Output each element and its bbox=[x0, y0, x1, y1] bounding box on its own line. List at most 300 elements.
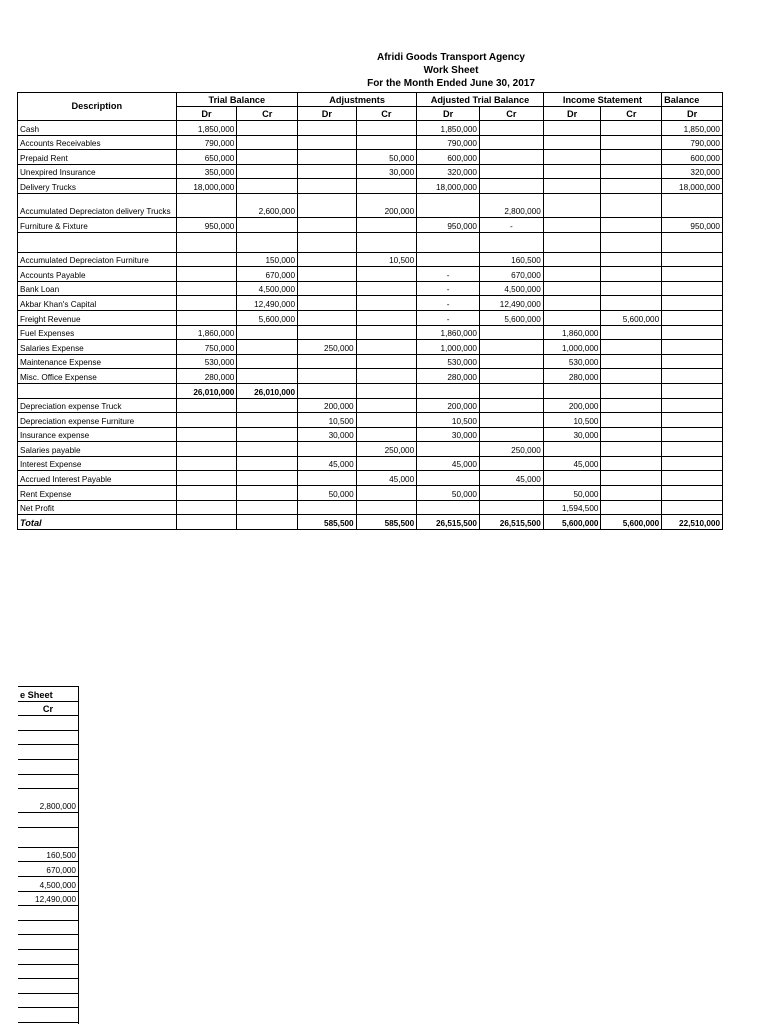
amount-cell bbox=[543, 232, 601, 252]
table-row bbox=[18, 369, 723, 384]
amount-cell: - bbox=[479, 217, 543, 232]
amount-cell bbox=[601, 232, 662, 252]
amount-cell bbox=[176, 500, 237, 515]
amount-cell bbox=[601, 486, 662, 501]
amount-cell bbox=[601, 340, 662, 355]
account-name: Total bbox=[18, 515, 177, 530]
account-name: Accumulated Depreciaton Furniture bbox=[18, 252, 177, 267]
amount-cell: 200,000 bbox=[298, 398, 357, 413]
amount-cell bbox=[601, 252, 662, 267]
amount-cell bbox=[543, 267, 601, 282]
amount-cell bbox=[662, 442, 723, 457]
table-row bbox=[18, 398, 723, 413]
amount-cell bbox=[356, 413, 417, 428]
amount-cell bbox=[417, 500, 480, 515]
amount-cell: 10,500 bbox=[417, 413, 480, 428]
table-row bbox=[18, 964, 79, 979]
sub-header: Cr bbox=[601, 107, 662, 121]
amount-cell bbox=[479, 500, 543, 515]
table-row bbox=[18, 993, 79, 1008]
account-name: Net Profit bbox=[18, 500, 177, 515]
amount-cell: 1,860,000 bbox=[543, 325, 601, 340]
amount-cell bbox=[662, 471, 723, 486]
amount-cell bbox=[662, 500, 723, 515]
account-name: Misc. Office Expense bbox=[18, 369, 177, 384]
amount-cell bbox=[479, 135, 543, 150]
amount-cell: 18,000,000 bbox=[417, 179, 480, 194]
amount-cell bbox=[356, 456, 417, 471]
amount-cell bbox=[662, 413, 723, 428]
amount-cell bbox=[601, 398, 662, 413]
amount-cell bbox=[662, 296, 723, 311]
amount-cell bbox=[417, 383, 480, 398]
amount-cell bbox=[237, 500, 298, 515]
amount-cell bbox=[18, 964, 79, 979]
amount-cell: 18,000,000 bbox=[176, 179, 237, 194]
table-row bbox=[18, 121, 723, 136]
amount-cell: 200,000 bbox=[543, 398, 601, 413]
account-name: Maintenance Expense bbox=[18, 354, 177, 369]
amount-cell bbox=[237, 515, 298, 530]
sub-header: Dr bbox=[662, 107, 723, 121]
amount-cell bbox=[176, 310, 237, 325]
table-row bbox=[18, 427, 723, 442]
amount-cell bbox=[298, 164, 357, 179]
amount-cell bbox=[298, 193, 357, 217]
amount-cell bbox=[601, 193, 662, 217]
amount-cell bbox=[543, 310, 601, 325]
amount-cell bbox=[356, 383, 417, 398]
amount-cell: 45,000 bbox=[356, 471, 417, 486]
amount-cell bbox=[237, 442, 298, 457]
amount-cell: 250,000 bbox=[356, 442, 417, 457]
amount-cell: 585,500 bbox=[298, 515, 357, 530]
table-row bbox=[18, 325, 723, 340]
table-row bbox=[18, 847, 79, 862]
amount-cell bbox=[356, 135, 417, 150]
amount-cell bbox=[298, 267, 357, 282]
amount-cell: 50,000 bbox=[298, 486, 357, 501]
table-row bbox=[18, 759, 79, 774]
sub-header: Dr bbox=[543, 107, 601, 121]
group-header: Trial Balance bbox=[176, 93, 297, 107]
amount-cell bbox=[479, 179, 543, 194]
account-name: Rent Expense bbox=[18, 486, 177, 501]
amount-cell bbox=[479, 325, 543, 340]
amount-cell: 5,600,000 bbox=[479, 310, 543, 325]
table-row bbox=[18, 774, 79, 789]
amount-cell: 1,860,000 bbox=[176, 325, 237, 340]
table-row bbox=[18, 354, 723, 369]
amount-cell bbox=[356, 486, 417, 501]
table-row bbox=[18, 413, 723, 428]
amount-cell bbox=[176, 193, 237, 217]
table-row bbox=[18, 745, 79, 760]
period-title: For the Month Ended June 30, 2017 bbox=[367, 78, 535, 89]
amount-cell bbox=[479, 427, 543, 442]
amount-cell: - bbox=[417, 267, 480, 282]
amount-cell bbox=[662, 354, 723, 369]
amount-cell: 600,000 bbox=[417, 150, 480, 165]
amount-cell bbox=[237, 471, 298, 486]
amount-cell: 50,000 bbox=[417, 486, 480, 501]
amount-cell bbox=[662, 369, 723, 384]
balance-sheet-fragment-table bbox=[18, 686, 79, 1024]
amount-cell: 12,490,000 bbox=[18, 891, 79, 906]
group-header: Adjustments bbox=[298, 93, 417, 107]
amount-cell bbox=[601, 179, 662, 194]
amount-cell bbox=[601, 217, 662, 232]
amount-cell: - bbox=[417, 296, 480, 311]
amount-cell bbox=[543, 252, 601, 267]
account-name: Unexpired Insurance bbox=[18, 164, 177, 179]
worksheet-area bbox=[0, 0, 723, 540]
amount-cell bbox=[176, 398, 237, 413]
amount-cell bbox=[662, 252, 723, 267]
amount-cell bbox=[237, 232, 298, 252]
amount-cell: 250,000 bbox=[298, 340, 357, 355]
sub-header: Cr bbox=[479, 107, 543, 121]
amount-cell bbox=[662, 383, 723, 398]
amount-cell: 26,010,000 bbox=[237, 383, 298, 398]
amount-cell bbox=[176, 471, 237, 486]
account-name: Insurance expense bbox=[18, 427, 177, 442]
amount-cell bbox=[601, 296, 662, 311]
table-row bbox=[18, 789, 79, 813]
amount-cell bbox=[417, 193, 480, 217]
table-row bbox=[18, 515, 723, 530]
group-header: Adjusted Trial Balance bbox=[417, 93, 544, 107]
account-name: Depreciation expense Truck bbox=[18, 398, 177, 413]
amount-cell bbox=[298, 296, 357, 311]
table-row bbox=[18, 340, 723, 355]
amount-cell bbox=[356, 310, 417, 325]
table-row bbox=[18, 150, 723, 165]
amount-cell bbox=[298, 369, 357, 384]
amount-cell: 30,000 bbox=[543, 427, 601, 442]
table-row bbox=[18, 862, 79, 877]
amount-cell bbox=[298, 281, 357, 296]
amount-cell: 160,500 bbox=[18, 847, 79, 862]
amount-cell: 18,000,000 bbox=[662, 179, 723, 194]
amount-cell bbox=[18, 759, 79, 774]
amount-cell bbox=[601, 135, 662, 150]
account-name: Furniture & Fixture bbox=[18, 217, 177, 232]
amount-cell: 670,000 bbox=[237, 267, 298, 282]
amount-cell: 530,000 bbox=[417, 354, 480, 369]
amount-cell: 350,000 bbox=[176, 164, 237, 179]
amount-cell bbox=[298, 354, 357, 369]
amount-cell: 30,000 bbox=[417, 427, 480, 442]
amount-cell bbox=[543, 442, 601, 457]
group-header-row bbox=[18, 93, 723, 107]
amount-cell: 12,490,000 bbox=[479, 296, 543, 311]
amount-cell bbox=[237, 340, 298, 355]
account-name: Depreciation expense Furniture bbox=[18, 413, 177, 428]
account-name: Prepaid Rent bbox=[18, 150, 177, 165]
amount-cell bbox=[298, 135, 357, 150]
amount-cell bbox=[601, 500, 662, 515]
amount-cell bbox=[479, 486, 543, 501]
amount-cell bbox=[176, 413, 237, 428]
amount-cell bbox=[543, 121, 601, 136]
account-name: Salaries Expense bbox=[18, 340, 177, 355]
amount-cell: 320,000 bbox=[417, 164, 480, 179]
amount-cell bbox=[237, 135, 298, 150]
amount-cell bbox=[237, 398, 298, 413]
amount-cell bbox=[479, 164, 543, 179]
amount-cell: 10,500 bbox=[543, 413, 601, 428]
amount-cell bbox=[479, 413, 543, 428]
amount-cell: 50,000 bbox=[356, 150, 417, 165]
amount-cell bbox=[237, 179, 298, 194]
account-name: Fuel Expenses bbox=[18, 325, 177, 340]
amount-cell bbox=[356, 217, 417, 232]
company-name: Afridi Goods Transport Agency bbox=[377, 52, 525, 63]
amount-cell bbox=[479, 340, 543, 355]
amount-cell bbox=[662, 456, 723, 471]
amount-cell bbox=[601, 164, 662, 179]
amount-cell bbox=[662, 310, 723, 325]
amount-cell bbox=[417, 442, 480, 457]
amount-cell: - bbox=[417, 310, 480, 325]
amount-cell bbox=[662, 267, 723, 282]
amount-cell: 250,000 bbox=[479, 442, 543, 457]
amount-cell bbox=[18, 949, 79, 964]
amount-cell bbox=[176, 232, 237, 252]
amount-cell bbox=[356, 267, 417, 282]
amount-cell bbox=[237, 164, 298, 179]
amount-cell bbox=[601, 267, 662, 282]
amount-cell bbox=[601, 442, 662, 457]
amount-cell: 790,000 bbox=[176, 135, 237, 150]
amount-cell bbox=[298, 121, 357, 136]
amount-cell: 280,000 bbox=[176, 369, 237, 384]
table-row bbox=[18, 716, 79, 731]
amount-cell bbox=[543, 164, 601, 179]
amount-cell: 12,490,000 bbox=[237, 296, 298, 311]
amount-cell bbox=[662, 193, 723, 217]
amount-cell bbox=[237, 427, 298, 442]
amount-cell bbox=[356, 281, 417, 296]
amount-cell bbox=[662, 398, 723, 413]
amount-cell: 670,000 bbox=[18, 862, 79, 877]
amount-cell bbox=[543, 135, 601, 150]
account-name bbox=[18, 383, 177, 398]
amount-cell bbox=[601, 150, 662, 165]
amount-cell: 200,000 bbox=[356, 193, 417, 217]
amount-cell bbox=[479, 456, 543, 471]
worksheet-table bbox=[17, 92, 723, 530]
amount-cell bbox=[18, 993, 79, 1008]
table-row bbox=[18, 876, 79, 891]
amount-cell: - bbox=[417, 281, 480, 296]
table-row bbox=[18, 935, 79, 950]
account-name: Interest Expense bbox=[18, 456, 177, 471]
amount-cell bbox=[543, 179, 601, 194]
amount-cell bbox=[417, 232, 480, 252]
table-row bbox=[18, 471, 723, 486]
amount-cell bbox=[662, 427, 723, 442]
table-row bbox=[18, 486, 723, 501]
account-name: Accounts Payable bbox=[18, 267, 177, 282]
table-row bbox=[18, 281, 723, 296]
amount-cell bbox=[356, 296, 417, 311]
table-row bbox=[18, 267, 723, 282]
amount-cell: 45,000 bbox=[298, 456, 357, 471]
amount-cell bbox=[18, 920, 79, 935]
account-name: Bank Loan bbox=[18, 281, 177, 296]
table-row bbox=[18, 232, 723, 252]
amount-cell bbox=[18, 774, 79, 789]
amount-cell: 30,000 bbox=[298, 427, 357, 442]
amount-cell: 26,010,000 bbox=[176, 383, 237, 398]
amount-cell: 45,000 bbox=[479, 471, 543, 486]
amount-cell bbox=[356, 121, 417, 136]
amount-cell bbox=[356, 340, 417, 355]
description-header: Description bbox=[18, 93, 177, 121]
table-row bbox=[18, 442, 723, 457]
amount-cell bbox=[543, 217, 601, 232]
amount-cell bbox=[356, 369, 417, 384]
amount-cell bbox=[176, 442, 237, 457]
amount-cell bbox=[601, 456, 662, 471]
amount-cell: 670,000 bbox=[479, 267, 543, 282]
amount-cell: 2,600,000 bbox=[237, 193, 298, 217]
fragment-heading: e Sheet bbox=[18, 687, 79, 702]
sub-header: Dr bbox=[176, 107, 237, 121]
amount-cell bbox=[237, 369, 298, 384]
group-header: Balance bbox=[662, 93, 723, 107]
amount-cell: 2,800,000 bbox=[18, 789, 79, 813]
amount-cell: 200,000 bbox=[417, 398, 480, 413]
sub-header: Cr bbox=[237, 107, 298, 121]
sub-header: Dr bbox=[417, 107, 480, 121]
account-name: Akbar Khan's Capital bbox=[18, 296, 177, 311]
amount-cell: 10,500 bbox=[356, 252, 417, 267]
amount-cell: 4,500,000 bbox=[479, 281, 543, 296]
amount-cell bbox=[601, 427, 662, 442]
amount-cell: 280,000 bbox=[417, 369, 480, 384]
account-name bbox=[18, 232, 177, 252]
amount-cell bbox=[356, 179, 417, 194]
amount-cell bbox=[543, 296, 601, 311]
amount-cell bbox=[601, 369, 662, 384]
amount-cell bbox=[479, 121, 543, 136]
amount-cell bbox=[543, 150, 601, 165]
account-name: Freight Revenue bbox=[18, 310, 177, 325]
table-row bbox=[18, 296, 723, 311]
amount-cell bbox=[662, 340, 723, 355]
amount-cell bbox=[543, 281, 601, 296]
amount-cell bbox=[18, 813, 79, 828]
amount-cell bbox=[601, 383, 662, 398]
amount-cell bbox=[298, 179, 357, 194]
amount-cell bbox=[356, 398, 417, 413]
amount-cell: 530,000 bbox=[176, 354, 237, 369]
amount-cell bbox=[298, 325, 357, 340]
amount-cell bbox=[176, 281, 237, 296]
amount-cell bbox=[298, 150, 357, 165]
amount-cell bbox=[479, 369, 543, 384]
amount-cell: 1,000,000 bbox=[417, 340, 480, 355]
table-row bbox=[18, 456, 723, 471]
amount-cell: 320,000 bbox=[662, 164, 723, 179]
amount-cell bbox=[356, 427, 417, 442]
amount-cell bbox=[601, 281, 662, 296]
amount-cell bbox=[237, 325, 298, 340]
table-row bbox=[18, 1008, 79, 1023]
amount-cell bbox=[356, 232, 417, 252]
amount-cell: 2,800,000 bbox=[479, 193, 543, 217]
amount-cell bbox=[601, 471, 662, 486]
amount-cell bbox=[543, 383, 601, 398]
amount-cell: 1,000,000 bbox=[543, 340, 601, 355]
amount-cell bbox=[18, 1008, 79, 1023]
amount-cell: 5,600,000 bbox=[601, 310, 662, 325]
amount-cell: 950,000 bbox=[662, 217, 723, 232]
amount-cell bbox=[176, 252, 237, 267]
sub-header: Dr bbox=[298, 107, 357, 121]
amount-cell bbox=[237, 150, 298, 165]
amount-cell: 45,000 bbox=[417, 456, 480, 471]
amount-cell bbox=[237, 486, 298, 501]
amount-cell bbox=[662, 281, 723, 296]
amount-cell bbox=[18, 906, 79, 921]
amount-cell bbox=[298, 500, 357, 515]
amount-cell bbox=[18, 716, 79, 731]
table-row bbox=[18, 949, 79, 964]
amount-cell bbox=[237, 354, 298, 369]
amount-cell: 22,510,000 bbox=[662, 515, 723, 530]
amount-cell: 30,000 bbox=[356, 164, 417, 179]
amount-cell: 1,850,000 bbox=[662, 121, 723, 136]
amount-cell bbox=[18, 979, 79, 994]
amount-cell bbox=[18, 730, 79, 745]
amount-cell bbox=[601, 413, 662, 428]
amount-cell bbox=[356, 500, 417, 515]
amount-cell: 530,000 bbox=[543, 354, 601, 369]
amount-cell bbox=[601, 121, 662, 136]
amount-cell bbox=[662, 232, 723, 252]
amount-cell: 585,500 bbox=[356, 515, 417, 530]
amount-cell: 10,500 bbox=[298, 413, 357, 428]
amount-cell: 1,850,000 bbox=[417, 121, 480, 136]
amount-cell bbox=[417, 252, 480, 267]
account-name: Cash bbox=[18, 121, 177, 136]
amount-cell bbox=[417, 471, 480, 486]
account-name: Accumulated Depreciaton delivery Trucks bbox=[18, 193, 177, 217]
amount-cell: 4,500,000 bbox=[237, 281, 298, 296]
amount-cell: 950,000 bbox=[417, 217, 480, 232]
amount-cell: 5,600,000 bbox=[601, 515, 662, 530]
amount-cell: 950,000 bbox=[176, 217, 237, 232]
amount-cell: 790,000 bbox=[417, 135, 480, 150]
table-row bbox=[18, 179, 723, 194]
next-page-fragment bbox=[18, 686, 80, 1024]
amount-cell bbox=[176, 427, 237, 442]
table-row bbox=[18, 979, 79, 994]
amount-cell bbox=[543, 471, 601, 486]
amount-cell bbox=[298, 252, 357, 267]
amount-cell bbox=[479, 150, 543, 165]
amount-cell: 4,500,000 bbox=[18, 876, 79, 891]
table-row bbox=[18, 252, 723, 267]
amount-cell bbox=[298, 471, 357, 486]
account-name: Accounts Receivables bbox=[18, 135, 177, 150]
table-row bbox=[18, 217, 723, 232]
amount-cell: 790,000 bbox=[662, 135, 723, 150]
